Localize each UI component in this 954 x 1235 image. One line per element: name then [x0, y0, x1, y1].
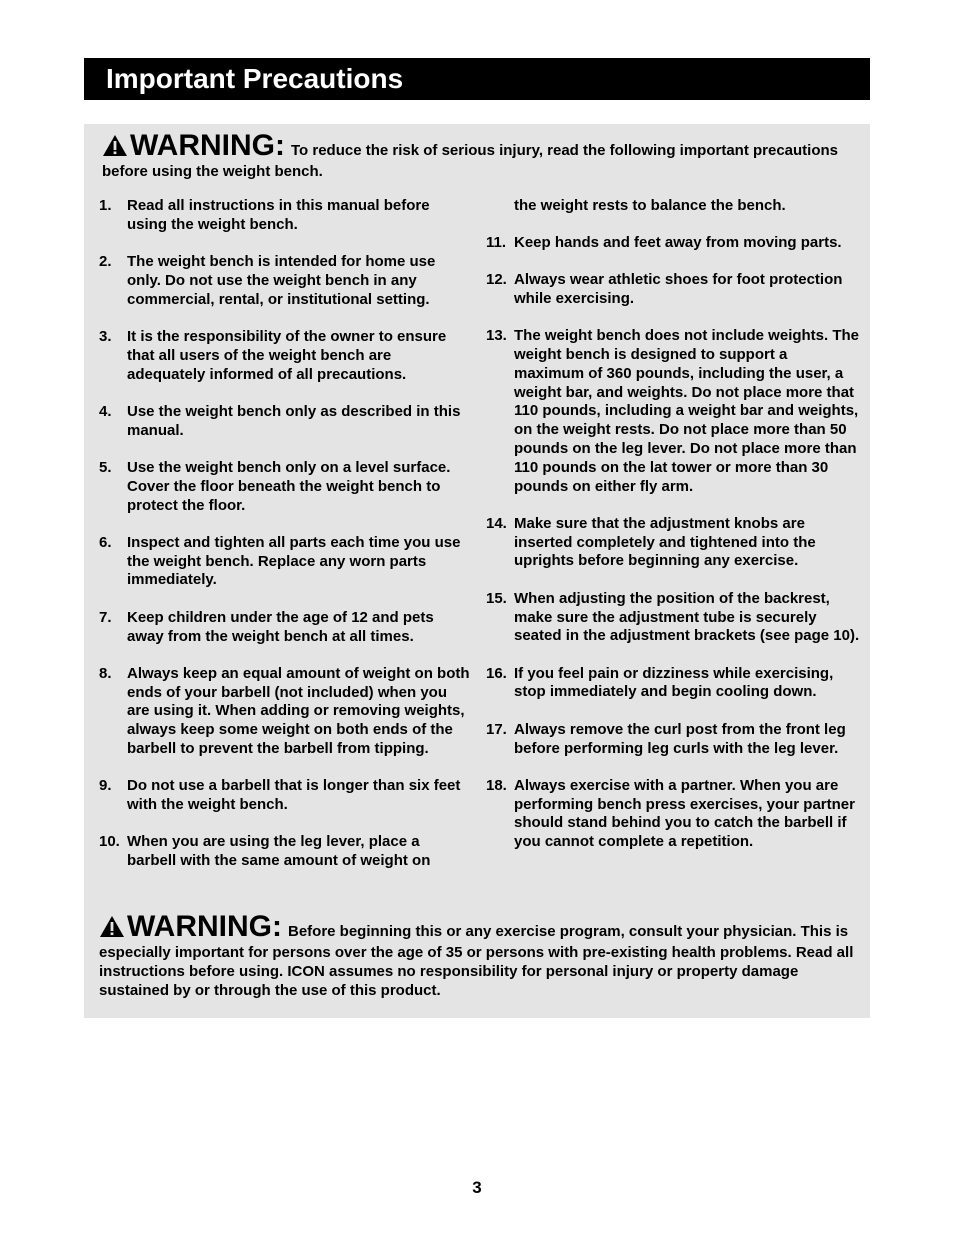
list-item [99, 328, 471, 384]
list-item [99, 609, 471, 647]
list-item [99, 197, 471, 235]
precautions-list-left [99, 197, 471, 890]
precaution-text: Always remove the curl post from the front leg before performing leg curls with the leg lever. [514, 720, 846, 757]
list-item [99, 777, 471, 815]
warning-intro-text: To reduce the risk of serious injury, read the following important precautions before using the weight bench. [102, 142, 839, 180]
page-title: Important Precautions [106, 63, 404, 94]
precaution-number: 4. [99, 402, 112, 420]
warning-triangle-icon [99, 915, 125, 943]
warning-triangle-icon [102, 134, 128, 162]
warning-word: WARNING: [127, 910, 282, 943]
section-title-bar [84, 58, 870, 100]
precaution-text: the weight rests to balance the bench. [514, 197, 786, 214]
precaution-text: Make sure that the adjustment knobs are inserted completely and tightened into the uprights before beginning any exercise. [514, 514, 816, 570]
precaution-text: The weight bench is intended for home use only. Do not use the weight bench in any commercial, rental, or institutional setting. [127, 253, 436, 308]
list-item [99, 833, 471, 871]
precaution-number: 5. [99, 458, 112, 476]
precaution-number: 7. [99, 608, 112, 626]
precautions-panel [84, 124, 870, 1018]
precaution-number: 2. [99, 253, 112, 271]
list-item [486, 515, 860, 571]
list-item [99, 534, 471, 590]
warning-intro [102, 129, 862, 181]
precaution-text: Keep hands and feet away from moving parts. [514, 233, 842, 251]
precaution-text: It is the responsibility of the owner to ensure that all users of the weight bench are adequately informed of all precautions. [127, 327, 447, 383]
precautions-list-right [486, 197, 860, 871]
precaution-text: Always exercise with a partner. When you are performing bench press exercises, your partner should stand behind you to catch the barbell if you cannot complete a repetition. [514, 776, 855, 851]
precaution-number: 17. [486, 720, 507, 738]
list-item [99, 459, 471, 515]
precaution-text: Read all instructions in this manual before using the weight bench. [127, 197, 430, 233]
list-item [486, 665, 860, 703]
list-item [486, 327, 860, 496]
list-item [486, 777, 860, 852]
precaution-number: 18. [486, 776, 507, 794]
list-item-continued [486, 197, 860, 216]
precaution-text: When adjusting the position of the backrest, make sure the adjustment tube is securely seated in the adjustment brackets (see page 10). [514, 589, 860, 645]
precaution-number: 6. [99, 533, 112, 551]
precaution-number: 13. [486, 327, 507, 345]
precaution-text: Always wear athletic shoes for foot protection while exercising. [514, 271, 843, 307]
warning-physician-text: Before beginning this or any exercise program, consult your physician. This is especially important for persons over the age of 35 or persons with pre-existing health problems. Read all instructions before using. ICON assumes no responsibility for personal injury or property damage sustained by or through the use of this product. [99, 923, 854, 999]
precaution-text: When you are using the leg lever, place a barbell with the same amount of weight on [127, 833, 431, 870]
precaution-text: Do not use a barbell that is longer than six feet with the weight bench. [127, 777, 461, 814]
precaution-number: 10. [99, 833, 120, 851]
precaution-text: Inspect and tighten all parts each time you use the weight bench. Replace any worn parts immediately. [127, 533, 461, 589]
precaution-number: 3. [99, 327, 112, 345]
precaution-text: Use the weight bench only on a level surface. Cover the floor beneath the weight bench to protect the floor. [127, 458, 451, 514]
precaution-number: 15. [486, 589, 507, 607]
list-item [99, 665, 471, 759]
precaution-number: 14. [486, 514, 507, 532]
list-item [99, 403, 471, 441]
precaution-number: 16. [486, 664, 507, 682]
list-item [486, 721, 860, 759]
list-item [99, 253, 471, 309]
list-item [486, 271, 860, 309]
precaution-text: If you feel pain or dizziness while exercising, stop immediately and begin cooling down. [514, 664, 834, 701]
precaution-number: 12. [486, 271, 507, 289]
precaution-text: Always keep an equal amount of weight on both ends of your barbell (not included) when you are using it. When adding or removing weights, always keep some weight on both ends of the barbell to prevent the barbell from tipping. [127, 664, 470, 758]
precaution-number: 9. [99, 777, 112, 795]
page-number: 3 [472, 1178, 482, 1197]
list-item [486, 590, 860, 646]
list-item [486, 234, 860, 253]
precaution-text: Keep children under the age of 12 and pets away from the weight bench at all times. [127, 608, 434, 645]
warning-physician [99, 910, 861, 1000]
precaution-text: Use the weight bench only as described in this manual. [127, 402, 461, 439]
precaution-text: The weight bench does not include weights. The weight bench is designed to support a maximum of 360 pounds, including the user, a weight bar, and weights. Do not place more that 110 pounds, including a weight bar and weights, on the weight rests. Do not place more than 50 pounds on the leg lever. Do not place more than 110 pounds on the lat tower or more than 30 pounds on either fly arm. [514, 327, 860, 495]
precaution-number: 8. [99, 664, 112, 682]
precaution-number: 1. [99, 197, 112, 214]
warning-word: WARNING: [130, 129, 285, 162]
precaution-number: 11. [486, 233, 507, 251]
